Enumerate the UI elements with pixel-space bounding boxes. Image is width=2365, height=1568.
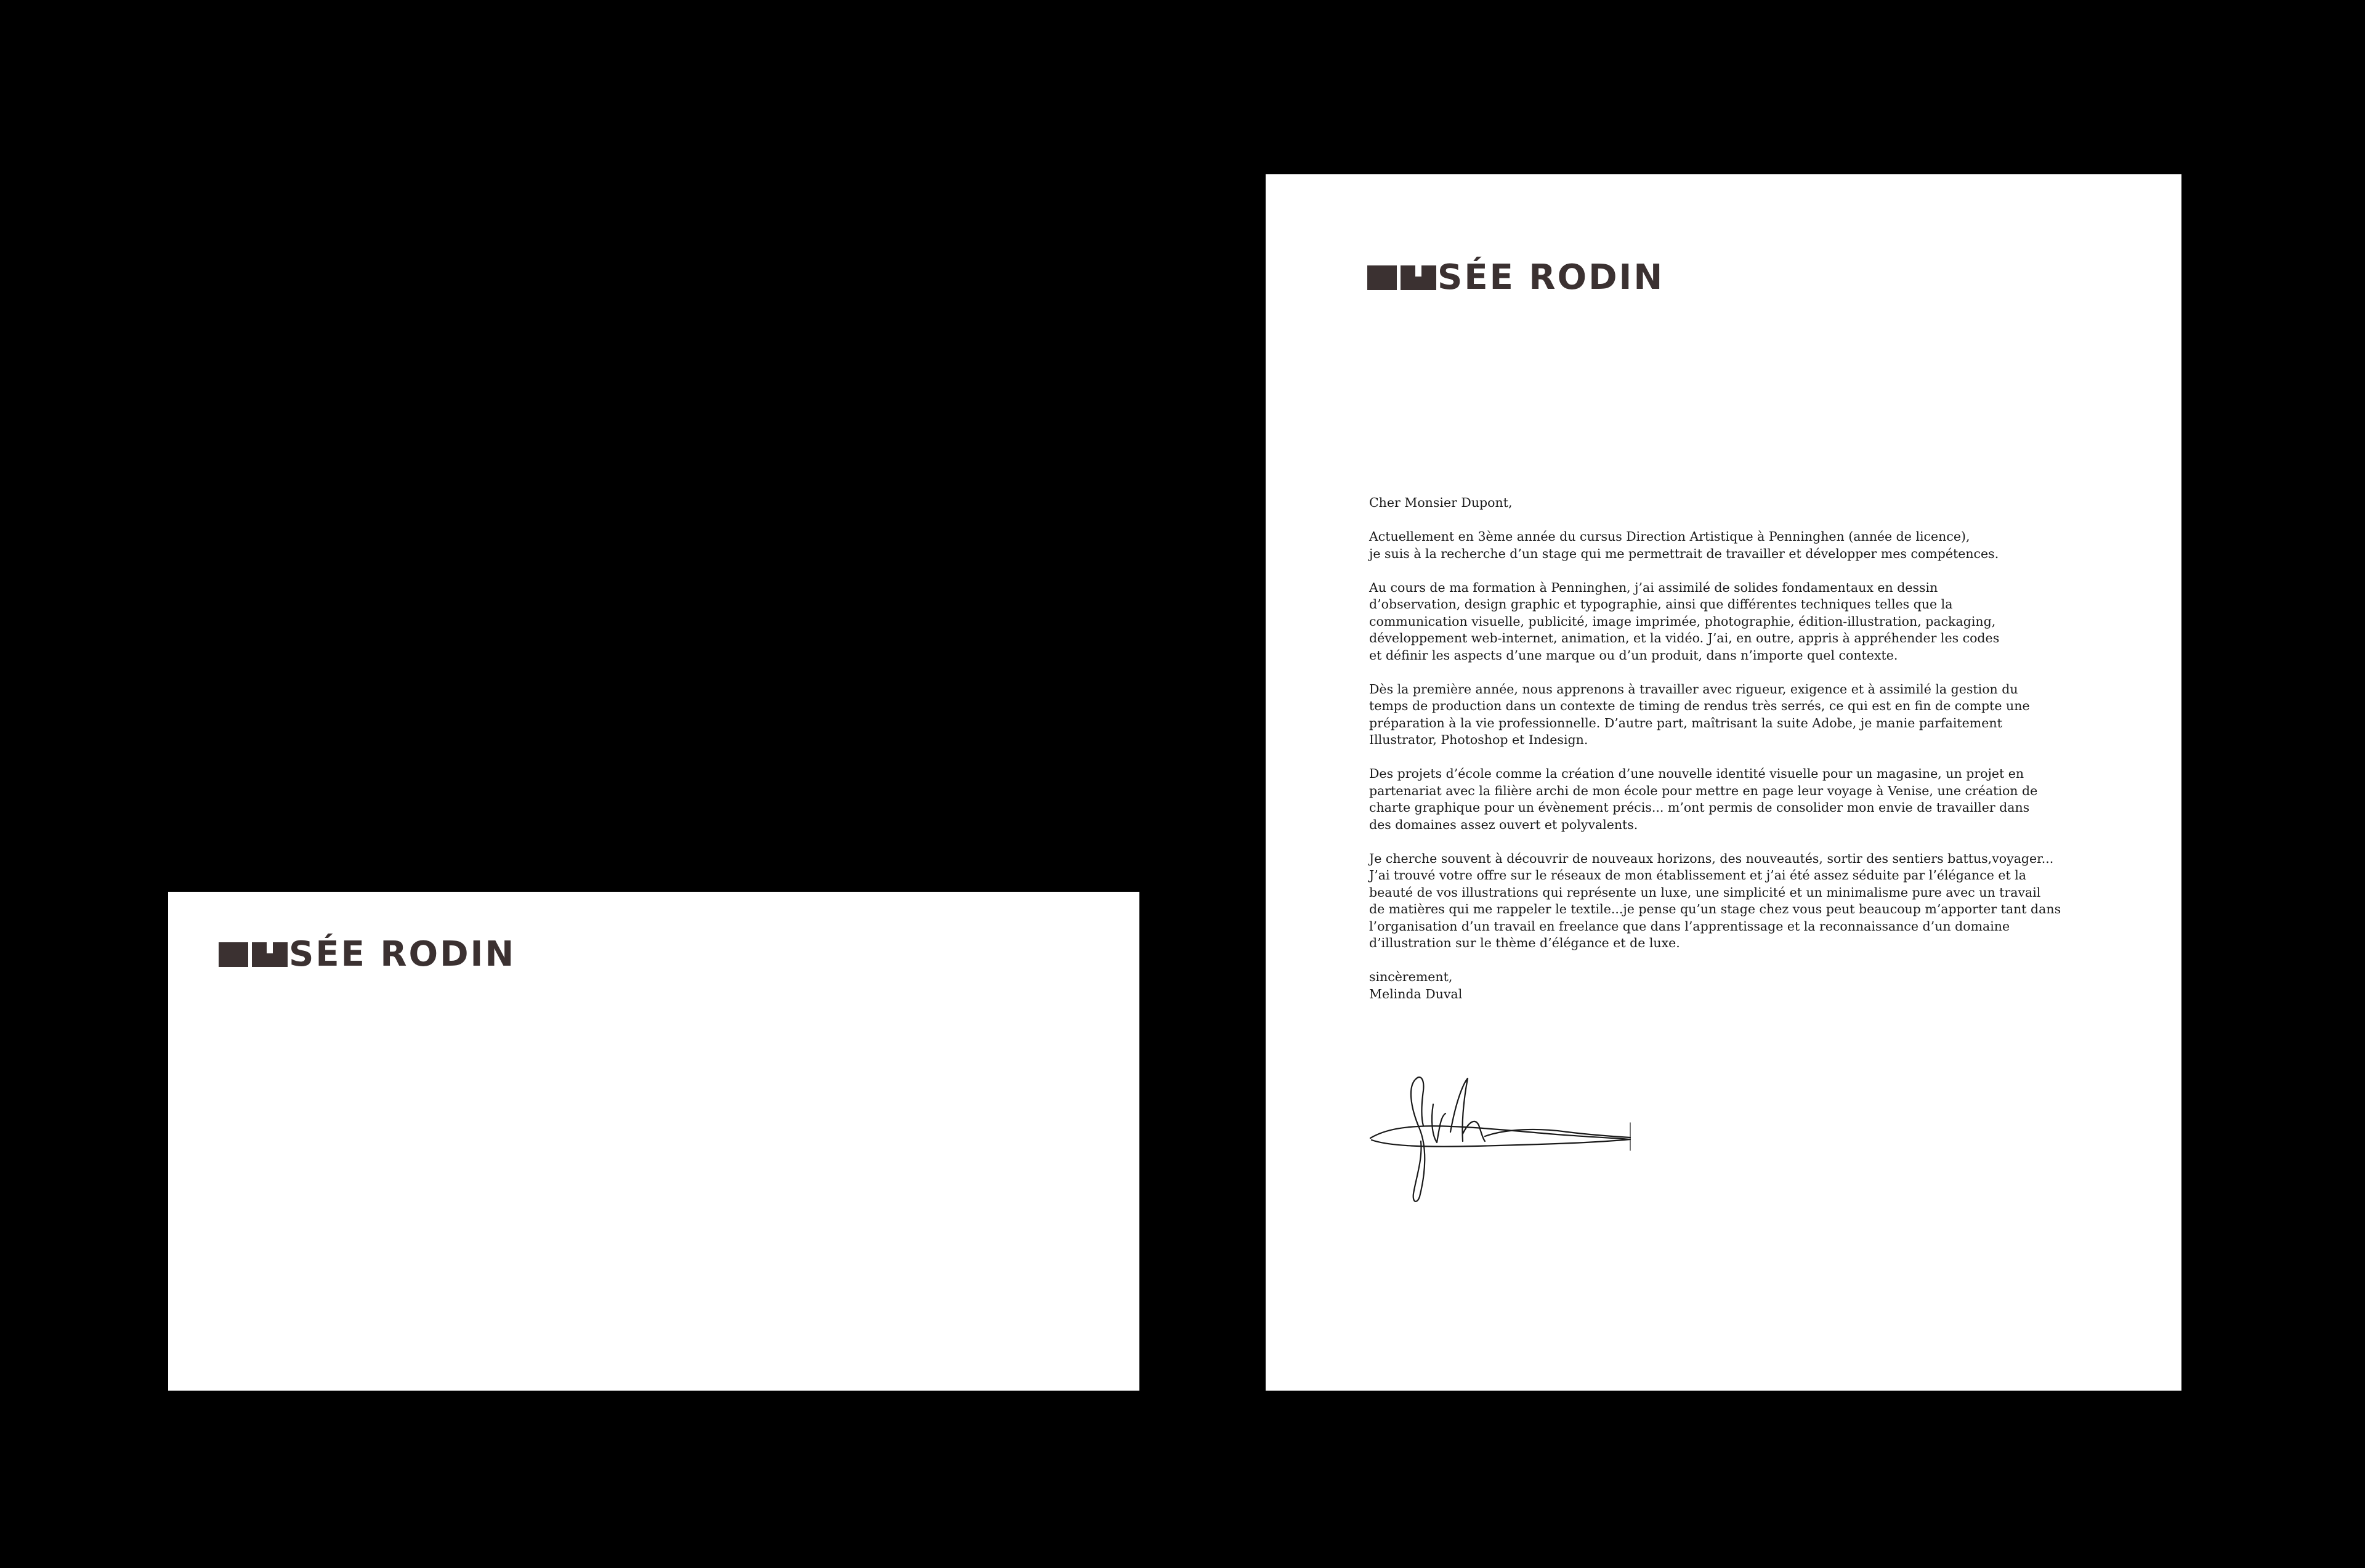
letter-paragraph xyxy=(1369,528,2120,562)
logo-block-u xyxy=(252,942,288,967)
signer-name: Melinda Duval xyxy=(1369,986,1463,1001)
paragraph-line: des domaines assez ouvert et polyvalents. xyxy=(1369,817,1638,832)
paragraph-line: Illustrator, Photoshop et Indesign. xyxy=(1369,732,1588,747)
paragraph-line: Actuellement en 3ème année du cursus Direction Artistique à Penninghen (année de licence), xyxy=(1369,529,1970,544)
paragraph-line: de matières qui me rappeler le textile...je pense qu’un stage chez vous peut beaucoup m’apporter tant dans xyxy=(1369,902,2061,916)
paragraph-line: d’illustration sur le thème d’élégance et de luxe. xyxy=(1369,936,1680,950)
letter-body xyxy=(1369,495,2120,1003)
paragraph-line: charte graphique pour un évènement précis... m’ont permis de consolider mon envie de travailler dans xyxy=(1369,800,2030,815)
paragraph-line: communication visuelle, publicité, image imprimée, photographie, édition-illustration, packaging, xyxy=(1369,613,1996,629)
paragraph-line: partenariat avec la filière archi de mon école pour mettre en page leur voyage à Venise, une création de xyxy=(1369,783,2038,798)
closing-block xyxy=(1369,969,2120,1003)
logo-block-m xyxy=(1367,265,1397,290)
letter-paragraph xyxy=(1369,851,2120,952)
envelope-logo xyxy=(219,934,516,974)
paragraph-line: J’ai trouvé votre offre sur le réseaux de mon établissement et j’ai été assez séduite par l’élégance et la xyxy=(1369,868,2027,883)
letter-logo xyxy=(1367,257,1665,297)
paragraph-line: beauté de vos illustrations qui représente un luxe, une simplicité et un minimalisme pure avec un travail xyxy=(1369,884,2041,900)
paragraph-line: temps de production dans un contexte de timing de rendus très serrés, ce qui est en fin de compte une xyxy=(1369,698,2030,713)
paragraph-line: et définir les aspects d’une marque ou d’un produit, dans n’importe quel contexte. xyxy=(1369,647,1898,663)
logo-block-u xyxy=(1401,265,1436,290)
paragraph-line: préparation à la vie professionnelle. D’autre part, maîtrisant la suite Adobe, je manie parfaitement xyxy=(1369,715,2002,730)
letter-paragraphs xyxy=(1369,528,2120,952)
logo-text: SÉE RODIN xyxy=(1437,257,1665,297)
paragraph-line: je suis à la recherche d’un stage qui me permettrait de travailler et développer mes compétences. xyxy=(1369,546,1999,561)
paragraph-line: d’observation, design graphic et typographie, ainsi que différentes techniques telles que la xyxy=(1369,597,1953,612)
paragraph-line: Des projets d’école comme la création d’une nouvelle identité visuelle pour un magasine, un projet en xyxy=(1369,766,2024,781)
greeting: Cher Monsier Dupont, xyxy=(1369,495,1513,510)
letter-sheet xyxy=(1266,174,2181,1391)
logo-block-m xyxy=(219,942,248,967)
letter-paragraph xyxy=(1369,580,2120,665)
paragraph-line: Je cherche souvent à découvrir de nouveaux horizons, des nouveautés, sortir des sentiers battus,voyager... xyxy=(1369,851,2054,866)
letter-paragraph xyxy=(1369,766,2120,833)
letter-paragraph xyxy=(1369,681,2120,749)
paragraph-line: l’organisation d’un travail en freelance que dans l’apprentissage et la reconnaissance d’un domaine xyxy=(1369,918,2010,934)
envelope xyxy=(168,892,1139,1391)
paragraph-line: Dès la première année, nous apprenons à travailler avec rigueur, exigence et à assimilé la gestion du xyxy=(1369,681,2018,697)
paragraph-line: Au cours de ma formation à Penninghen, j’ai assimilé de solides fondamentaux en dessin xyxy=(1369,580,1938,595)
logo-text: SÉE RODIN xyxy=(289,934,516,974)
handwritten-signature xyxy=(1364,1061,1635,1209)
paragraph-line: développement web-internet, animation, et la vidéo. J’ai, en outre, appris à appréhender les codes xyxy=(1369,631,2000,645)
closing: sincèrement, xyxy=(1369,969,1453,984)
